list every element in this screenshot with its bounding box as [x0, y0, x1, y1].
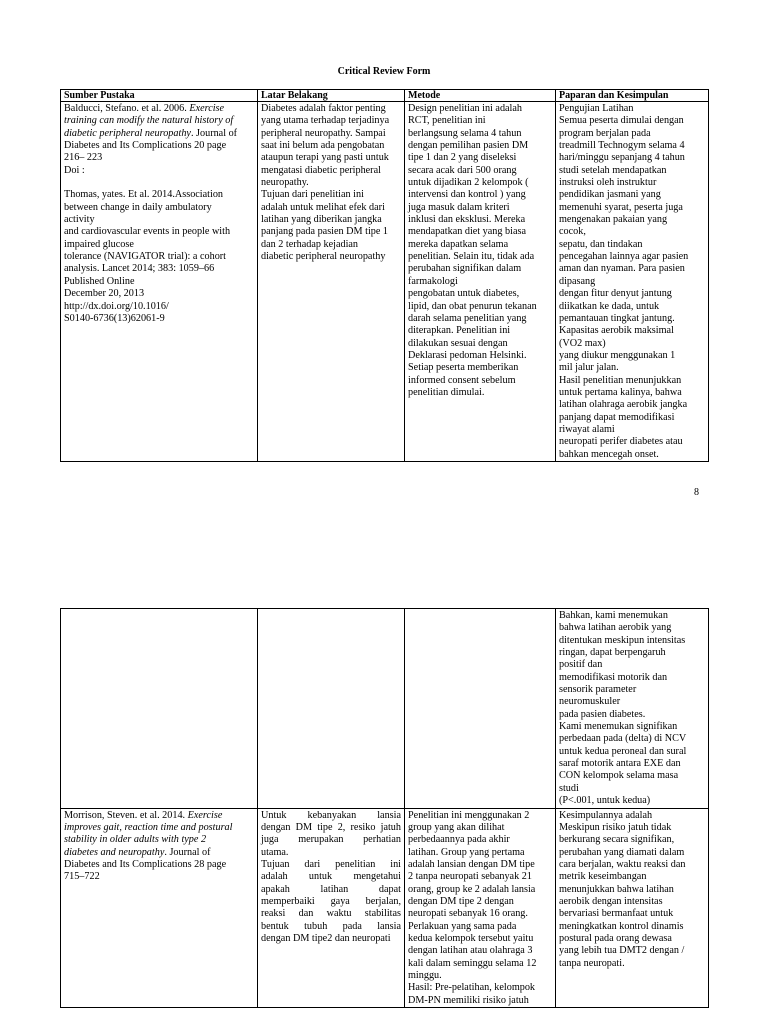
cell-latar	[258, 808, 405, 1008]
text-line: memenuhi syarat, peserta juga	[559, 201, 683, 213]
text-line: neuromuskuler	[559, 696, 621, 708]
text-line	[64, 165, 254, 177]
text-line: memperbaiki gaya berjalan,	[261, 895, 401, 907]
text-line	[64, 152, 254, 164]
text-line: program berjalan pada	[559, 127, 651, 139]
cell-latar	[258, 102, 405, 462]
text-line	[64, 847, 254, 859]
text-line	[64, 859, 254, 871]
text-line: (VO2 max)	[559, 337, 606, 349]
text-line	[64, 140, 254, 152]
citation-text: Diabetes and Its Complications 28 page	[64, 858, 227, 870]
citation-text: Diabetes and Its Complications 20 page	[64, 140, 227, 152]
text-line: Kami menemukan signifikan	[559, 721, 678, 733]
review-table-page-1	[60, 89, 709, 462]
text-line: cocok,	[559, 226, 586, 238]
text-line: perubahan signifikan dalam	[408, 263, 522, 275]
citation-text: 216– 223	[64, 152, 103, 164]
page-number: 8	[694, 487, 699, 498]
text-line: Diabetes adalah faktor penting	[261, 103, 386, 114]
cell-metode	[405, 102, 556, 462]
text-line: penelitian dimulai.	[408, 386, 485, 398]
text-line: orang, group ke 2 adalah lansia	[408, 883, 536, 895]
text-line: bahwa latihan aerobik yang	[559, 622, 672, 634]
text-line: postural pada orang dewasa	[559, 932, 672, 944]
text-line: utama.	[261, 846, 289, 858]
text-line: RCT, penelitian ini	[408, 115, 486, 127]
text-line: Kapasitas aerobik maksimal	[559, 325, 674, 337]
citation-title-text: diabetic peripheral neuropathy	[64, 127, 191, 139]
text-line	[64, 251, 254, 263]
table-header-row	[61, 90, 709, 102]
text-line: adalah untuk mengetahui	[261, 871, 401, 883]
text-line: yang lebih tua DMT2 dengan /	[559, 945, 685, 957]
text-line: Tujuan dari penelitian ini	[261, 189, 364, 201]
text-line: mengenakan pakaian yang	[559, 214, 668, 226]
text-line: Semua peserta dimulai dengan	[559, 115, 684, 127]
citation-text: tolerance (NAVIGATOR trial): a cohort	[64, 251, 227, 263]
text-line: adalah untuk melihat efek dari	[261, 201, 385, 213]
text-line: darah selama penelitian yang	[408, 312, 527, 324]
text-line: treadmill Technogym selama 4	[559, 140, 685, 152]
citation-title-text: diabetes and neuropathy	[64, 846, 165, 858]
text-line: untuk kedua peroneal dan sural	[559, 745, 687, 757]
text-line: penelitian. Selain itu, tidak ada	[408, 251, 535, 263]
text-line: studi setelah mendapatkan	[559, 164, 667, 176]
text-line: juga merupakan perhatian	[261, 834, 401, 846]
cell-paparan	[556, 609, 709, 809]
review-table-page-2	[60, 608, 709, 1008]
text-line: Untuk kebanyakan lansia	[261, 809, 401, 821]
text-line: Tujuan dari penelitian ini	[261, 858, 401, 870]
text-line	[64, 103, 254, 115]
text-line: farmakologi	[408, 275, 458, 287]
text-line: sepatu, dan tindakan	[559, 238, 643, 250]
text-line: peripheral neuropathy. Sampai	[261, 127, 386, 139]
text-line: memodifikasi motorik dan	[559, 671, 668, 683]
citation-text: Thomas, yates. Et al. 2014.Association	[64, 189, 224, 201]
text-line: adalah lansian dengan DM tipe	[408, 858, 535, 870]
text-line: Perlakuan yang sama pada	[408, 920, 517, 932]
text-line: kedua kelompok tersebut yaitu	[408, 932, 534, 944]
citation-text: activity	[64, 214, 95, 226]
text-line	[64, 276, 254, 288]
cell-sumber	[61, 808, 258, 1008]
text-line: informed consent sebelum	[408, 374, 516, 386]
citation-text: between change in daily ambulatory	[64, 201, 212, 213]
citation-title-text: Exercise	[189, 103, 225, 114]
text-line: riwayat alami	[559, 423, 615, 435]
header-sumber-pustaka: Sumber Pustaka	[61, 90, 258, 102]
text-line	[64, 834, 254, 846]
text-line	[64, 189, 254, 201]
text-line: inklusi dan eksklusi. Mereka	[408, 214, 526, 226]
text-line: berkurang secara signifikan,	[559, 834, 675, 846]
text-line: minggu.	[408, 969, 442, 981]
citation-text: Doi :	[64, 164, 85, 176]
text-line: diabetic peripheral neuropathy	[261, 251, 386, 263]
text-line: Meskipun risiko jatuh tidak	[559, 821, 672, 833]
text-line: pendidikan jasmani yang	[559, 189, 661, 201]
text-line	[64, 810, 254, 822]
text-line: pemantauan tingkat jantung.	[559, 312, 675, 324]
citation-text: December 20, 2013	[64, 288, 145, 300]
text-line: studi	[559, 782, 579, 794]
text-line	[64, 822, 254, 834]
text-line: diterapkan. Penelitian ini	[408, 325, 511, 337]
text-line: kali dalam seminggu selama 12	[408, 957, 537, 969]
text-line: ditentukan meskipun intensitas	[559, 634, 686, 646]
citation-title-text: improves gait, reaction time and postural	[64, 821, 233, 833]
text-line: intervensi dan kontrol ) yang	[408, 189, 526, 201]
text-line	[64, 263, 254, 275]
text-line: (P<.001, untuk kedua)	[559, 795, 651, 807]
cell-metode-empty	[405, 609, 556, 809]
text-line: secara acak dari 500 orang	[408, 164, 517, 176]
text-line: mereka dapatkan selama	[408, 238, 509, 250]
text-line: pencegahan lainnya agar pasien	[559, 251, 689, 263]
text-line: sensorik parameter	[559, 684, 637, 696]
cell-paparan	[556, 808, 709, 1008]
cell-sumber-empty	[61, 609, 258, 809]
text-line: positif dan	[559, 659, 603, 671]
text-line: berlangsung selama 4 tahun	[408, 127, 522, 139]
text-line: tipe 1 dan 2 yang diseleksi	[408, 152, 517, 164]
text-line: reaksi dan waktu stabilitas	[261, 908, 401, 920]
cell-sumber	[61, 102, 258, 462]
text-line: saraf motorik antara EXE dan	[559, 758, 681, 770]
text-line	[64, 301, 254, 313]
text-line: Deklarasi pedoman Helsinki.	[408, 349, 527, 361]
text-line: ringan, dapat berpengaruh	[559, 647, 666, 659]
text-line: lipid, dan obat penurun tekanan	[408, 300, 537, 312]
text-line: Design penelitian ini adalah	[408, 103, 523, 114]
text-line: group yang akan dilihat	[408, 821, 505, 833]
text-line: latihan olahraga aerobik jangka	[559, 399, 688, 411]
text-line: neuropati perifer diabetes atau	[559, 436, 683, 448]
text-line: pengobatan untuk diabetes,	[408, 288, 520, 300]
cell-metode	[405, 808, 556, 1008]
text-line: aman dan nyaman. Para pasien	[559, 263, 685, 275]
text-line: neuropati sebanyak 16 orang.	[408, 908, 528, 920]
text-line: dengan latihan atau olahraga 3	[408, 945, 533, 957]
citation-title-text: Exercise	[187, 809, 223, 821]
text-line: Setiap peserta memberikan	[408, 362, 519, 374]
text-line: menunjukkan bahwa latihan	[559, 883, 674, 895]
citation-text: 715–722	[64, 871, 100, 883]
citation-text: http://dx.doi.org/10.1016/	[64, 300, 169, 312]
text-line: juga masuk dalam kriteri	[408, 201, 510, 213]
citation-text: Published Online	[64, 275, 135, 287]
text-line: Penelitian ini menggunakan 2	[408, 809, 530, 821]
text-line	[64, 115, 254, 127]
text-line	[64, 288, 254, 300]
header-paparan-kesimpulan: Paparan dan Kesimpulan	[556, 90, 709, 102]
citation-text: . Journal of	[190, 127, 238, 139]
text-line: yang diukur menggunakan 1	[559, 349, 676, 361]
text-line: neuropathy.	[261, 177, 309, 189]
text-line: bentuk tubuh pada lansia	[261, 920, 401, 932]
text-line: yang utama terhadap terjadinya	[261, 115, 390, 127]
document-title: Critical Review Form	[337, 66, 431, 77]
text-line: untuk pertama kalinya, bahwa	[559, 386, 682, 398]
text-line: dengan DM tipe 2, resiko jatuh	[261, 821, 401, 833]
text-line: cara berjalan, waktu reaksi dan	[559, 858, 686, 870]
text-line: bervariasi bermanfaat untuk	[559, 908, 674, 920]
text-line: dipasang	[559, 275, 596, 287]
text-line: saat ini belum ada pengobatan	[261, 140, 385, 152]
text-line	[64, 177, 254, 189]
citation-text: impaired glucose	[64, 238, 134, 250]
header-latar-belakang: Latar Belakang	[258, 90, 405, 102]
citation-title-text: training can modify the natural history of	[64, 115, 234, 127]
text-line: panjang dapat memodifikasi	[559, 411, 675, 423]
text-line: meningkatkan kontrol dinamis	[559, 920, 684, 932]
text-line	[64, 202, 254, 214]
text-line: mil jalur jalan.	[559, 362, 619, 374]
text-line: perbedaannya pada akhir	[408, 834, 510, 846]
citation-text: . Journal of	[164, 846, 211, 858]
cell-latar-empty	[258, 609, 405, 809]
text-line	[64, 871, 254, 883]
text-line: instruksi oleh instruktur	[559, 177, 657, 189]
text-line: aerobik dengan intensitas	[559, 895, 663, 907]
text-line: dengan pemilihan pasien DM	[408, 140, 529, 152]
header-metode: Metode	[405, 90, 556, 102]
text-line: Kesimpulannya adalah	[559, 809, 653, 821]
citation-text: Morrison, Steven. et al. 2014.	[64, 809, 188, 821]
text-line: mengatasi diabetic peripheral	[261, 164, 381, 176]
table-row	[61, 808, 709, 1008]
text-line: 2 tanpa neuropati sebanyak 21	[408, 871, 532, 883]
text-line: Hasil: Pre-pelatihan, kelompok	[408, 982, 536, 994]
text-line: DM-PN memiliki risiko jatuh	[408, 994, 529, 1006]
text-line: Pengujian Latihan	[559, 103, 634, 114]
table-row	[61, 609, 709, 809]
text-line: hari/minggu sepanjang 4 tahun	[559, 152, 685, 164]
text-line: ataupun terapi yang pasti untuk	[261, 152, 389, 164]
citation-title-text: stability in older adults with type 2	[64, 834, 207, 846]
text-line: CON kelompok selama masa	[559, 770, 679, 782]
text-line	[64, 128, 254, 140]
text-line: pada pasien diabetes.	[559, 708, 646, 720]
text-line: untuk dijadikan 2 kelompok (	[408, 177, 529, 189]
cell-paparan	[556, 102, 709, 462]
text-line: tanpa neuropati.	[559, 957, 625, 969]
text-line	[64, 226, 254, 238]
text-line	[64, 313, 254, 325]
citation-text: Balducci, Stefano. et al. 2006.	[64, 103, 190, 114]
citation-text: S0140-6736(13)62061-9	[64, 312, 165, 324]
citation-text: analysis. Lancet 2014; 383: 1059–66	[64, 263, 215, 275]
text-line	[64, 239, 254, 251]
text-line: dilakukan sesuai dengan	[408, 337, 508, 349]
text-line	[64, 214, 254, 226]
text-line: perbedaan pada (delta) di NCV	[559, 733, 687, 745]
table-row	[61, 102, 709, 462]
text-line: Hasil penelitian menunjukkan	[559, 374, 682, 386]
text-line: dan 2 terhadap kejadian	[261, 238, 359, 250]
text-line: metrik keseimbangan	[559, 871, 647, 883]
text-line: dengan fitur denyut jantung	[559, 288, 672, 300]
citation-text: and cardiovascular events in people with	[64, 226, 231, 238]
text-line: latihan yang diberikan jangka	[261, 214, 382, 226]
text-line: diikatkan ke dada, untuk	[559, 300, 660, 312]
text-line: bahkan mencegah onset.	[559, 448, 659, 460]
text-line: Bahkan, kami menemukan	[559, 610, 668, 621]
text-line: latihan. Group yang pertama	[408, 846, 525, 858]
text-line: panjang pada pasien DM tipe 1	[261, 226, 389, 238]
text-line: perubahan yang diamati dalam	[559, 846, 685, 858]
text-line: apakah latihan dapat	[261, 883, 401, 895]
text-line: dengan DM tipe 2 dengan	[408, 895, 514, 907]
text-line: dengan DM tipe2 dan neuropati	[261, 932, 391, 944]
text-line: mendapatkan diet yang biasa	[408, 226, 526, 238]
